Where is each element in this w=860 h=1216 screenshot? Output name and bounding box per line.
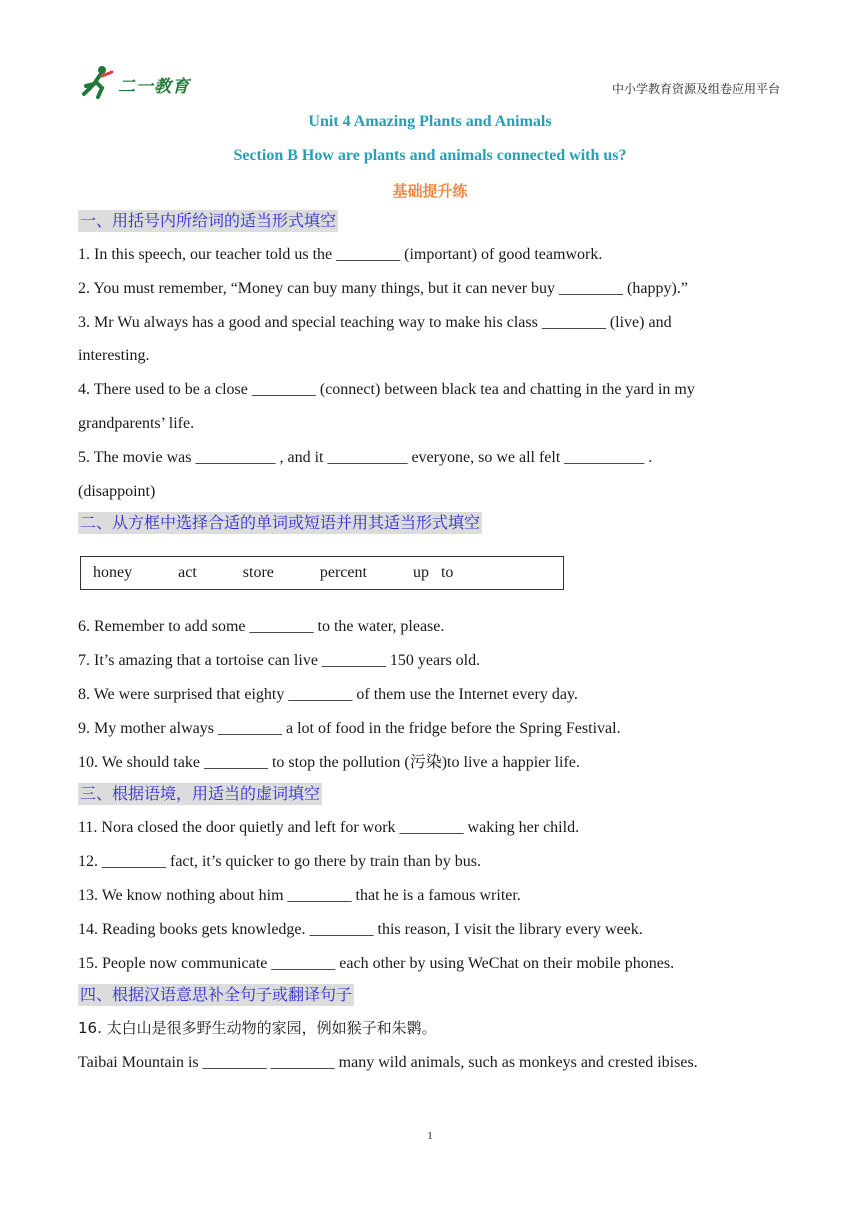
section-3: [78, 779, 778, 980]
question-line: (disappoint): [78, 482, 156, 500]
question-line: 8. We were surprised that eighty ________ of them use the Internet every day.: [78, 685, 578, 703]
word-option: honey: [93, 564, 133, 582]
question-line: grandparents’ life.: [78, 414, 195, 432]
question-line: 4. There used to be a close ________ (connect) between black tea and chatting in the yard in my: [78, 381, 695, 399]
question-line: 15. People now communicate ________ each other by using WeChat on their mobile phones.: [78, 954, 675, 972]
section-heading: 二、从方框中选择合适的单词或短语并用其适当形式填空: [80, 513, 481, 533]
question-line: 3. Mr Wu always has a good and special teaching way to make his class ________ (live) and: [78, 313, 672, 331]
question-line: 2. You must remember, “Money can buy many things, but it can never buy ________ (happy).”: [78, 279, 688, 297]
question-line: 6. Remember to add some ________ to the water, please.: [78, 618, 445, 636]
question-line: 12. ________ fact, it’s quicker to go there by train than by bus.: [78, 853, 482, 871]
page-number: 1: [427, 1130, 433, 1142]
question-line: 5. The movie was __________ , and it __________ everyone, so we all felt __________ .: [78, 448, 653, 466]
runner-logo-icon: [80, 64, 120, 100]
question-line: 11. Nora closed the door quietly and left for work ________ waking her child.: [78, 819, 580, 837]
question-line: 16. 太白山是很多野生动物的家园，例如猴子和朱鹮。: [78, 1019, 437, 1038]
section-heading: 四、根据汉语意思补全句子或翻译句子: [80, 985, 353, 1005]
section-4: [78, 980, 778, 1080]
word-option: percent: [319, 564, 367, 582]
word-option: up: [412, 564, 429, 582]
worksheet-body: [78, 206, 778, 1080]
word-option: act: [178, 564, 197, 582]
word-option: store: [242, 564, 274, 582]
section-heading: 三、根据语境，用适当的虚词填空: [80, 784, 321, 804]
logo: [80, 64, 190, 100]
question-line: interesting.: [78, 347, 150, 365]
question-line: 13. We know nothing about him ________ that he is a famous writer.: [78, 886, 521, 904]
word-box: [80, 556, 564, 590]
logo-text: 二一教育: [118, 77, 190, 97]
section-1: [78, 206, 778, 508]
section-title: Section B How are plants and animals connected with us?: [233, 147, 627, 164]
section-heading: 一、用括号内所给词的适当形式填空: [80, 211, 337, 230]
question-line: Taibai Mountain is ________ ________ many wild animals, such as monkeys and crested ibises.: [78, 1054, 698, 1072]
practice-title: 基础提升练: [392, 182, 468, 200]
question-line: 14. Reading books gets knowledge. ________ this reason, I visit the library every week.: [78, 920, 643, 938]
platform-label: 中小学教育资源及组卷应用平台: [611, 82, 780, 96]
section-2: [78, 508, 778, 779]
question-line: 9. My mother always ________ a lot of food in the fridge before the Spring Festival.: [78, 719, 621, 737]
question-line: 10. We should take ________ to stop the pollution (污染)to live a happier life.: [78, 753, 580, 771]
question-line: 1. In this speech, our teacher told us the ________ (important) of good teamwork.: [78, 246, 603, 263]
word-option: to: [440, 564, 454, 582]
unit-title: Unit 4 Amazing Plants and Animals: [308, 113, 552, 130]
question-line: 7. It’s amazing that a tortoise can live ________ 150 years old.: [78, 652, 481, 670]
